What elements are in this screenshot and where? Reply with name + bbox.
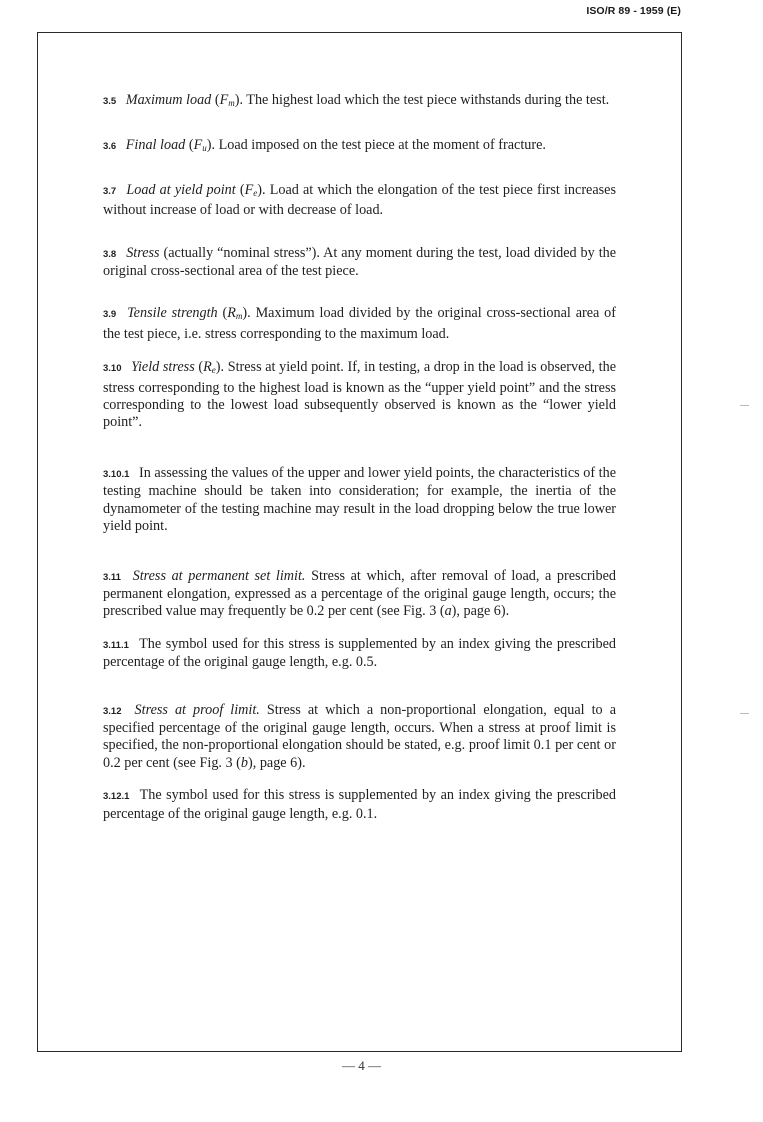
- clause-number: 3.12: [103, 705, 122, 717]
- clause-term: Yield stress: [131, 359, 195, 376]
- page-number: — 4 —: [342, 1058, 381, 1073]
- clause-number: 3.8: [103, 248, 117, 260]
- clause-term-suffix: (actually “nominal stress”).: [163, 244, 320, 261]
- symbol-letter: F: [193, 137, 203, 154]
- clause-body-end: ), page 6).: [451, 603, 510, 620]
- clause-term: Stress: [126, 244, 160, 261]
- margin-mark: [740, 713, 749, 714]
- clause-number: 3.12.1: [103, 791, 130, 803]
- clause-number: 3.10.1: [103, 468, 130, 480]
- clause-3-9: 3.9 Tensile strength $(R_m)$. Maximum load divided by the original cross-sectional area of the test piece, i.e. stress corresponding to the maximum load.: [103, 305, 617, 342]
- clause-3-7: 3.7 Load at yield point $(F_e)$. Load at which the elongation of the test piece first increases without increase of load or with decrease of load.: [103, 181, 616, 219]
- clause-body: The symbol used for this stress is supplemented by an index giving the prescribed percentage of the original gauge length, e.g. 0.1.: [103, 787, 616, 822]
- figure-letter: b: [240, 754, 248, 771]
- margin-mark: [740, 405, 749, 406]
- clause-body: The highest load which the test piece withstands during the test.: [246, 92, 610, 108]
- clause-3-12-1: [103, 787, 616, 823]
- clause-term: Stress at permanent set limit.: [132, 567, 306, 584]
- clause-3-11-1: [103, 636, 616, 672]
- symbol-subscript: e: [253, 187, 258, 198]
- clause-term: Maximum load: [125, 92, 212, 108]
- symbol-subscript: m: [235, 311, 243, 322]
- clause-body: Stress at which, after removal of load, a prescribed permanent elongation, expressed as a percentage of the original gauge length, occurs; the prescribed value may frequently be 0.2 per cent (see Fig. 3 (: [103, 567, 617, 620]
- clause-number: 3.11: [103, 571, 121, 583]
- clause-body: In assessing the values of the upper and lower yield points, the characteristics of the testing machine should be taken into consideration; for example, the inertia of the dynamometer of the testing machine may result in the load dropping below the true lower yield point.: [103, 464, 616, 535]
- clause-3-6: 3.6 Final load $(F_u)$. Load imposed on the test piece at the moment of fracture.: [103, 137, 546, 154]
- clause-term: Load at yield point: [126, 181, 236, 198]
- clause-number: 3.9: [103, 309, 117, 321]
- symbol-subscript: m: [228, 98, 235, 108]
- clause-body: Load imposed on the test piece at the moment of fracture.: [218, 137, 546, 154]
- symbol-letter: R: [203, 359, 212, 376]
- symbol-subscript: e: [211, 365, 216, 376]
- clause-body: Stress at yield point. If, in testing, a drop in the load is observed, the stress corresponding to the highest load is known as the “upper yield point” and the stress corresponding to the lowest load subsequently observed is known as the “lower yield point”.: [103, 359, 616, 431]
- clause-body-end: ), page 6).: [248, 754, 306, 771]
- figure-letter: a: [444, 603, 452, 620]
- clause-body: At any moment during the test, load divided by the original cross-sectional area of the test piece.: [103, 244, 617, 280]
- clause-list: [103, 92, 616, 823]
- clause-3-10-1: [103, 465, 616, 536]
- clause-3-8: [103, 245, 616, 281]
- clause-number: 3.6: [103, 141, 117, 153]
- clause-term: Final load: [125, 137, 186, 154]
- clause-3-11: [103, 568, 616, 621]
- clause-number: 3.5: [103, 96, 117, 107]
- symbol-letter: F: [219, 92, 229, 108]
- symbol-letter: R: [227, 305, 236, 322]
- clause-body: Load at which the elongation of the test piece first increases without increase of load or with decrease of load.: [103, 181, 616, 219]
- clause-body: The symbol used for this stress is supplemented by an index giving the prescribed percentage of the original gauge length, e.g. 0.5.: [103, 635, 617, 671]
- clause-term: Tensile strength: [127, 305, 218, 322]
- clause-number: 3.10: [103, 363, 122, 375]
- clause-3-10: 3.10 Yield stress $(R_e)$. Stress at yield point. If, in testing, a drop in the load is observed, the stress corresponding to the highest load is known as the “upper yield point” and the stress corresponding to the lowest load subsequently observed is known as the “lower yield point”.: [103, 359, 616, 431]
- clause-body: Maximum load divided by the original cross-sectional area of the test piece, i.e. stress corresponding to the maximum load.: [103, 305, 617, 342]
- clause-3-12: [103, 702, 616, 773]
- clause-number: 3.11.1: [103, 639, 129, 651]
- clause-term: Stress at proof limit.: [134, 701, 260, 718]
- symbol-subscript: u: [202, 143, 207, 154]
- clause-body: Stress at which a non-proportional elongation, equal to a specified percentage of the original gauge length, occurs. When a stress at proof limit is specified, the non-proportional elongation should be stated, e.g. proof limit 0.1 per cent or 0.2 per cent (see Fig. 3 (: [103, 701, 616, 771]
- document-reference: ISO/R 89 - 1959 (E): [586, 5, 681, 17]
- symbol-letter: F: [244, 181, 254, 198]
- clause-3-5: 3.5 Maximum load $(F_m)$. The highest load which the test piece withstands during the test.: [103, 92, 610, 108]
- clause-number: 3.7: [103, 185, 117, 197]
